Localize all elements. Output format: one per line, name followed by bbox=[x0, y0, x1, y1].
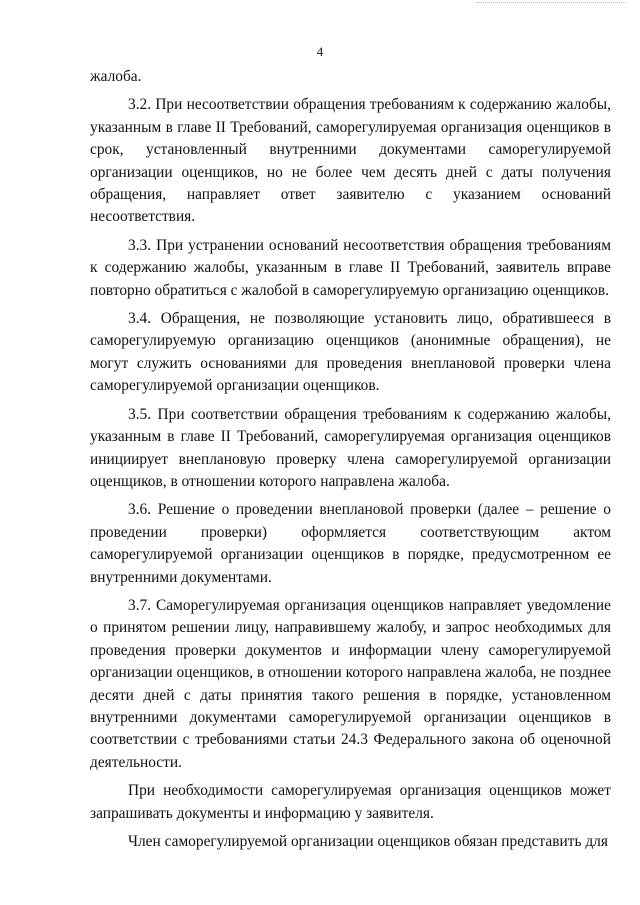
paragraph-request-info: При необходимости саморегулируемая организация оценщиков может запрашивать документы и информацию у заявителя. bbox=[90, 782, 611, 822]
paragraph-continuation: жалоба. bbox=[90, 68, 142, 85]
paragraph-3-5: 3.5. При соответствии обращения требованиям к содержанию жалобы, указанным в главе II Требований, саморегулируемая организация оценщиков инициирует внеплановую проверку члена саморегулируемой организации оценщиков, в отношении которого направлена жалоба. bbox=[90, 405, 611, 490]
paragraph-3-2: 3.2. При несоответствии обращения требованиям к содержанию жалобы, указанным в главе II Требований, саморегулируемая организация оценщиков в срок, установленный внутренними документами саморегулируемой организации оценщиков, но не более чем десять дней с даты получения обращения, направляет ответ заявителю с указанием оснований несоответствия. bbox=[90, 96, 611, 226]
paragraph-3-6: 3.6. Решение о проведении внеплановой проверки (далее – решение о проведении проверки) оформляется соответствующим актом саморегулируемой организации оценщиков в порядке, предусмотренном ее внутренними документами. bbox=[90, 501, 611, 586]
paragraph-3-4: 3.4. Обращения, не позволяющие установить лицо, обратившееся в саморегулируемую организацию оценщиков (анонимные обращения), не могут служить основаниями для проведения внеплановой проверки члена саморегулируемой организации оценщиков. bbox=[90, 310, 611, 395]
paragraph-member-obligation: Член саморегулируемой организации оценщиков обязан представить для bbox=[128, 833, 608, 850]
paragraph-3-3: 3.3. При устранении оснований несоответствия обращения требованиям к содержанию жалобы, указанным в главе II Требований, заявитель вправе повторно обратиться с жалобой в саморегулируемую организацию оценщиков. bbox=[90, 236, 611, 299]
document-body bbox=[90, 66, 611, 853]
scan-artifact-line bbox=[476, 2, 626, 5]
paragraph-3-7: 3.7. Саморегулируемая организация оценщиков направляет уведомление о принятом решении лицу, направившему жалобу, и запрос необходимых для проведения проверки документов и информации члену саморегулируемой организации оценщиков, в отношении которого направлена жалоба, не позднее десяти дней с даты принятия такого решения в порядке, установленном внутренними документами саморегулируемой организации оценщиков в соответствии с требованиями статьи 24.3 Федерального закона об оценочной деятельности. bbox=[90, 596, 611, 771]
page-number: 4 bbox=[316, 44, 324, 59]
